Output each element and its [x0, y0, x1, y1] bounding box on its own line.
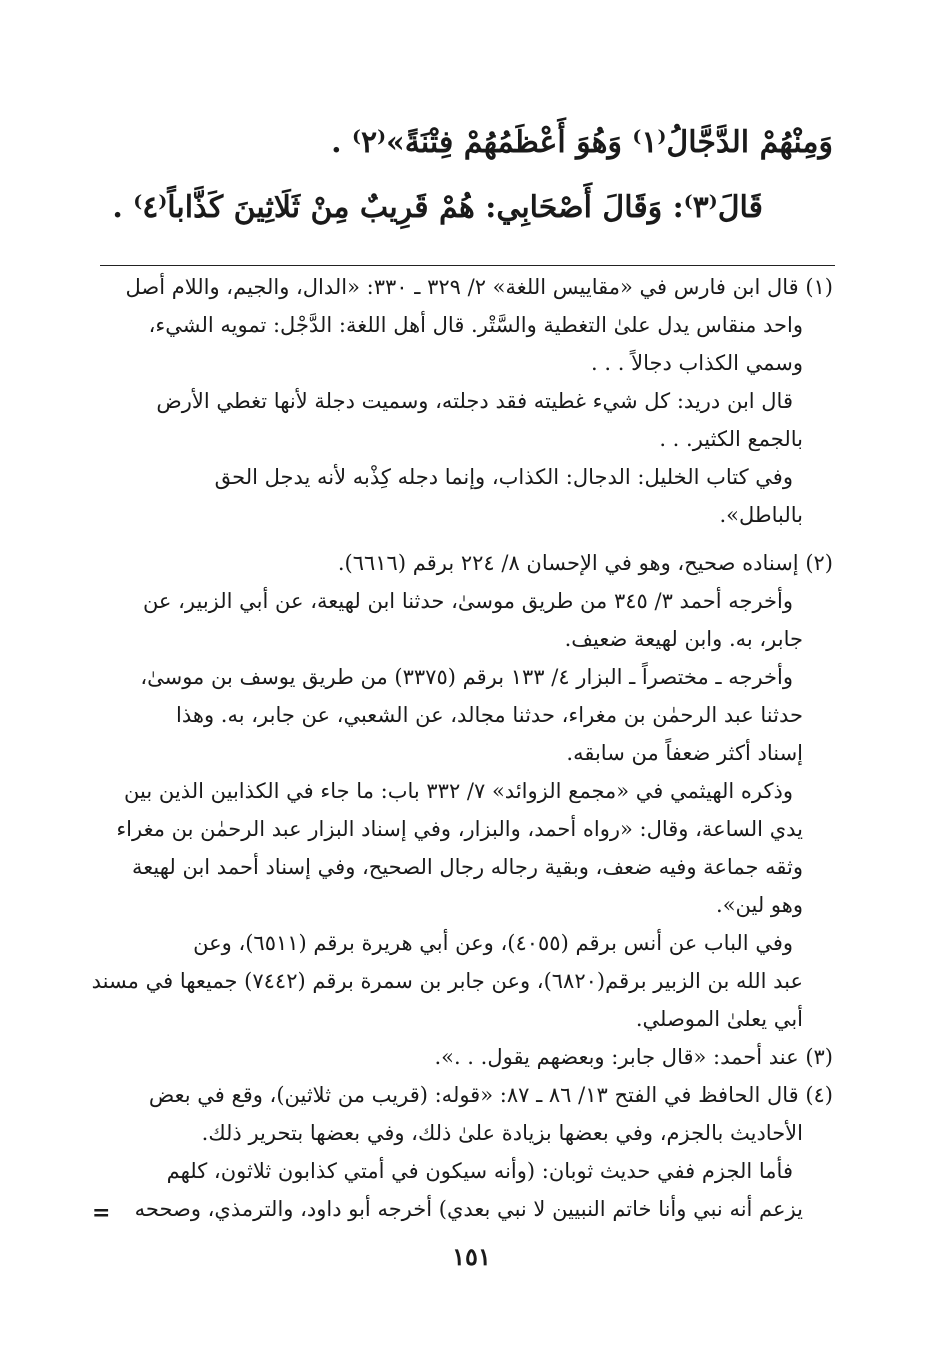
page-number: ١٥١: [452, 1242, 491, 1271]
footnote-line: وفي كتاب الخليل: الدجال: الكذاب، وإنما دجله كِذْبه لأنه يدجل الحق: [214, 465, 793, 489]
footnote-line: (٢) إسناده صحيح، وهو في الإحسان ٨/ ٢٢٤ برقم (٦٦١٦).: [337, 551, 833, 575]
footnote-line: إسناد أكثر ضعفاً من سابقه.: [566, 741, 803, 765]
footnote-separator: [100, 265, 835, 266]
footnote-line: وأخرجه ـ مختصراً ـ البزار ٤/ ١٣٣ برقم (٣٣٧٥) من طريق يوسف بن موسىٰ،: [140, 665, 793, 689]
footnote-line: حدثنا عبد الرحمٰن بن مغراء، حدثنا مجالد، عن الشعبي، عن جابر، به. وهذا: [176, 703, 803, 727]
footnote-line: يدي الساعة، وقال: «رواه أحمد، والبزار، وفي إسناد البزار عبد الرحمٰن بن مغراء: [116, 817, 803, 841]
footnote-line: فأما الجزم ففي حديث ثوبان: (وأنه سيكون في أمتي كذابون ثلاثون، كلهم: [166, 1159, 793, 1183]
footnote-line: وثقه جماعة وفيه ضعف، وبقية رجاله رجال الصحيح، وفي إسناد أحمد ابن لهيعة: [131, 855, 803, 879]
footnote-line: واحد منقاس يدل علىٰ التغطية والسَّتْر. قال أهل اللغة: الدَّجْل: تمويه الشيء،: [148, 313, 803, 337]
footnote-line: وذكره الهيثمي في «مجمع الزوائد» ٧/ ٣٣٢ باب: ما جاء في الكذابين الذين بين: [124, 779, 793, 803]
footnote-line: بالجمع الكثير. . .: [659, 427, 803, 451]
footnote-line: عبد الله بن الزبير برقم(٦٨٢٠)، وعن جابر بن سمرة برقم (٧٤٤٢) جميعها في مسند: [91, 969, 803, 993]
footnote-line: (١) قال ابن فارس في «مقاييس اللغة» ٢/ ٣٢٩ ـ ٣٣٠: «الدال، والجيم، واللام أصل: [125, 275, 833, 299]
footnote-line: وهو لين».: [716, 893, 803, 917]
footnote-line: قال ابن دريد: كل شيء غطيته فقد دجلته، وسميت دجلة لأنها تغطي الأرض: [156, 389, 793, 413]
continuation-mark: =: [92, 1200, 111, 1226]
footnote-line: الأحاديث بالجزم، وفي بعضها بزيادة علىٰ ذلك، وفي بعضها بتحرير ذلك.: [201, 1121, 803, 1145]
footnote-line: (٣) عند أحمد: «قال جابر: وبعضهم يقول. . .».: [434, 1045, 833, 1069]
footnote-line: جابر، به. وابن لهيعة ضعيف.: [564, 627, 803, 651]
footnote-line: (٤) قال الحافظ في الفتح ١٣/ ٨٦ ـ ٨٧: «قوله: (قريب من ثلاثين)، وقع في بعض: [148, 1083, 833, 1107]
footnote-line: وأخرجه أحمد ٣/ ٣٤٥ من طريق موسىٰ، حدثنا ابن لهيعة، عن أبي الزبير، عن: [142, 589, 793, 613]
footnote-line: وفي الباب عن أنس برقم (٤٠٥٥)، وعن أبي هريرة برقم (٦٥١١)، وعن: [193, 931, 793, 955]
footnote-line: يزعم أنه نبي وأنا خاتم النبيين لا نبي بعدي) أخرجه أبو داود، والترمذي، وصححه: [134, 1197, 803, 1221]
footnote-line: وسمي الكذاب دجالاً . . .: [591, 351, 803, 375]
footnote-line: بالباطل».: [719, 503, 803, 527]
footnote-line: أبي يعلىٰ الموصلي.: [635, 1007, 803, 1031]
main-text-line: قَالَ⁽٣⁾: وَقَالَ أَصْحَابِي: هُمْ قَرِيبٌ مِنْ ثَلَاثِينَ كَذَّاباً⁽٤⁾ .: [112, 190, 763, 225]
main-text-line: وَمِنْهُمْ الدَّجَّالُ⁽١⁾ وَهُوَ أَعْظَمُهُمْ فِتْنَةً»⁽٢⁾ .: [331, 125, 833, 160]
